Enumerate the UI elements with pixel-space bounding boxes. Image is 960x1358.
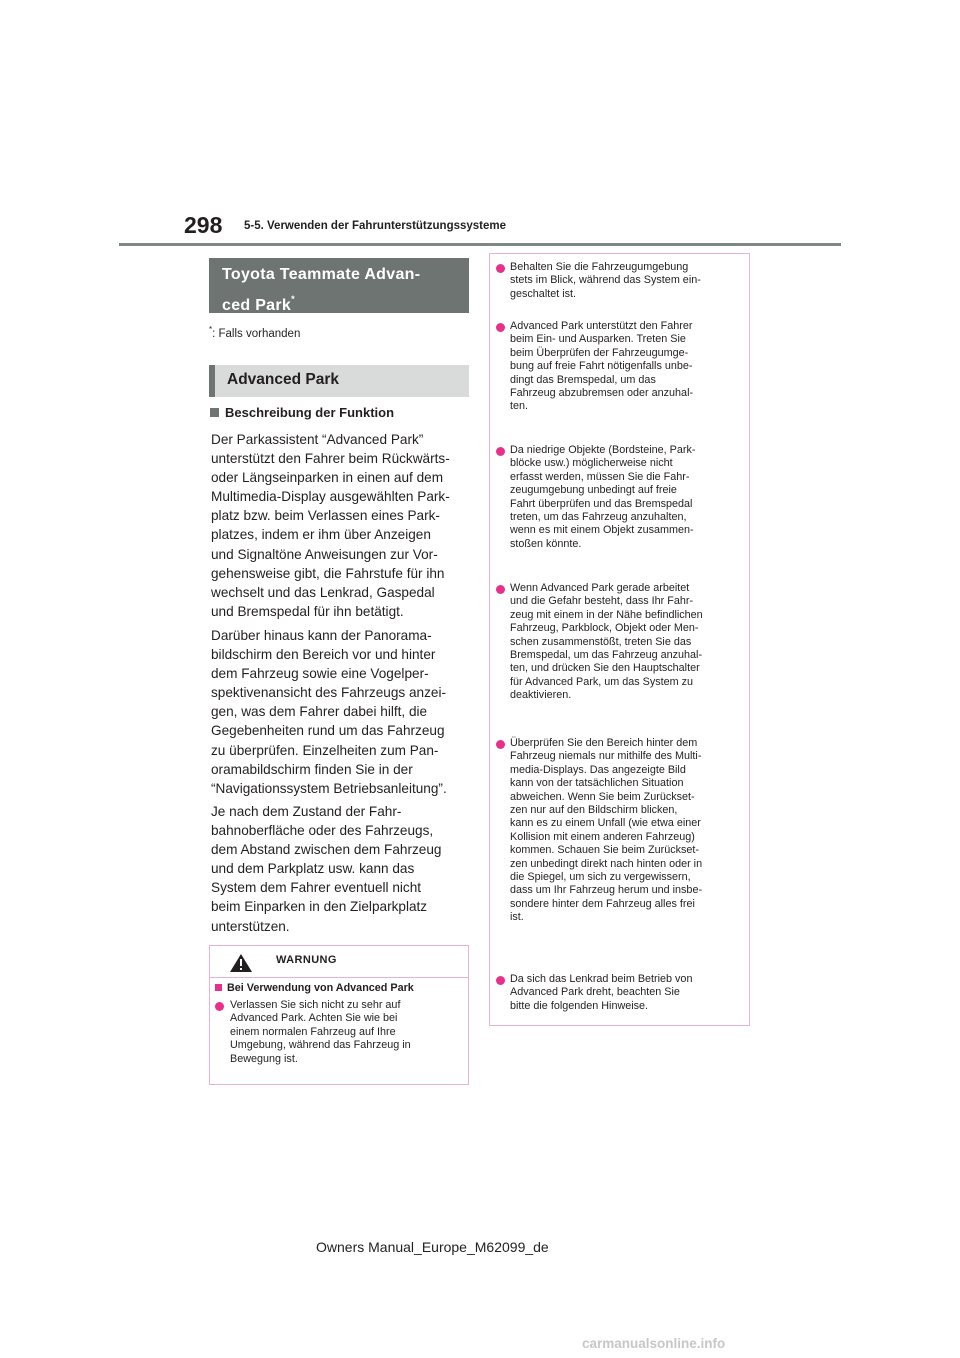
text-line: kann von der tatsächlichen Situation: [510, 777, 684, 790]
text-line: Bremspedal, um das Fahrzeug anzuhal-: [510, 649, 703, 662]
bullet-dot-icon: [496, 976, 505, 985]
text-line: erfasst werden, müssen Sie die Fahr-: [510, 470, 690, 483]
text-line: stoßen könnte.: [510, 537, 582, 550]
right-bullet-6: [510, 973, 692, 1013]
text-line: zen unbedingt direkt nach hinten oder in: [510, 857, 703, 870]
text-line: blöcke usw.) möglicherweise nicht: [510, 457, 673, 470]
text-line: stets im Blick, während das System ein-: [510, 274, 701, 287]
body-paragraph-3: [211, 802, 473, 936]
text-line: platzes, indem er ihm über Anzeigen: [211, 527, 431, 543]
text-line: dem Fahrzeug sowie eine Vogelper-: [211, 666, 429, 682]
text-line: zu überprüfen. Einzelheiten zum Pan-: [211, 742, 439, 758]
text-line: Gegebenheiten rund um das Fahrzeug: [211, 723, 445, 739]
text-line: unterstützen.: [211, 918, 290, 934]
text-line: Fahrzeug abzubremsen oder anzuhal-: [510, 387, 694, 400]
text-line: schen zusammenstößt, treten Sie das: [510, 635, 692, 648]
text-line: bahnoberfläche oder des Fahrzeugs,: [211, 823, 434, 839]
text-line: oder Längseinparken in einen auf dem: [211, 470, 444, 486]
right-bullet-5: [510, 737, 702, 925]
text-line: für Advanced Park, um das System zu: [510, 675, 694, 688]
bullet-dot-icon: [496, 447, 505, 456]
footer-text: Owners Manual_Europe_M62099_de: [316, 1239, 549, 1255]
text-line: Fahrzeug niemals nur mithilfe des Multi-: [510, 750, 702, 763]
text-line: Multimedia-Display ausgewählten Park-: [211, 489, 450, 505]
text-line: platz bzw. beim Verlassen eines Park-: [211, 508, 440, 524]
text-line: Der Parkassistent “Advanced Park”: [211, 432, 424, 447]
text-line: “Navigationssystem Betriebsanleitung”.: [211, 780, 447, 796]
text-line: abweichen. Wenn Sie beim Zurückset-: [510, 790, 695, 803]
warning-triangle-icon: [230, 954, 252, 972]
square-bullet-icon: [210, 408, 219, 417]
warning-subheading: [215, 982, 414, 994]
text-line: dingt das Bremspedal, um das: [510, 373, 656, 386]
warning-subheading-text: Bei Verwendung von Advanced Park: [227, 982, 414, 994]
text-line: bildschirm den Bereich vor und hinter: [211, 647, 436, 663]
text-line: bitte die folgenden Hinweise.: [510, 999, 649, 1012]
text-line: dass um Ihr Fahrzeug herum und insbe-: [510, 884, 703, 897]
text-line: Kollision mit einem anderen Fahrzeug): [510, 830, 695, 843]
text-line: Fahrzeug, Parkblock, Objekt oder Men-: [510, 622, 699, 635]
footnote: [209, 325, 300, 340]
subheading-banner: Advanced Park: [209, 365, 469, 397]
bullet-dot-icon: [215, 1002, 224, 1011]
body-paragraph-2: [211, 626, 473, 798]
title-line-2: ced Park: [222, 297, 292, 314]
text-line: kommen. Schauen Sie beim Zurückset-: [510, 844, 700, 857]
text-line: media-Displays. Das angezeigte Bild: [510, 763, 686, 776]
title-line-1: Toyota Teammate Advan-: [222, 266, 421, 283]
right-bullet-3: [510, 444, 695, 551]
text-line: die Spiegel, um sich zu vergewissern,: [510, 871, 691, 884]
footnote-text: : Falls vorhanden: [212, 327, 301, 340]
text-line: Überprüfen Sie den Bereich hinter dem: [510, 737, 698, 749]
text-line: und dem Parkplatz usw. kann das: [211, 861, 415, 877]
bullet-dot-icon: [496, 585, 505, 594]
warning-continuation-box: [489, 253, 750, 1026]
text-line: oramabildschirm finden Sie in der: [211, 761, 413, 777]
text-line: kann es zu einem Unfall (wie etwa einer: [510, 817, 701, 830]
header-rule: [119, 243, 841, 246]
text-line: ten, und drücken Sie den Hauptschalter: [510, 662, 700, 675]
text-line: beim Überprüfen der Fahrzeugumge-: [510, 346, 689, 359]
warning-bullet: [230, 999, 411, 1066]
text-line: Darüber hinaus kann der Panorama-: [211, 628, 432, 643]
text-line: zen nur auf den Bildschirm blicken,: [510, 804, 678, 817]
text-line: System dem Fahrer eventuell nicht: [211, 880, 422, 896]
text-line: und die Gefahr besteht, dass Ihr Fahr-: [510, 595, 694, 608]
text-line: Da sich das Lenkrad beim Betrieb von: [510, 973, 693, 985]
right-bullet-4: [510, 582, 703, 703]
title-banner: [209, 258, 469, 313]
text-line: gehensweise gibt, die Fahrstufe für ihn: [211, 565, 445, 581]
bullet-dot-icon: [496, 323, 505, 332]
footnote-mark: *: [209, 325, 213, 334]
text-line: ten.: [510, 400, 529, 413]
text-line: und Bremspedal für ihn betätigt.: [211, 603, 404, 619]
text-line: treten, um das Fahrzeug anzuhalten,: [510, 511, 687, 524]
text-line: Fahrt überprüfen und das Bremspedal: [510, 497, 693, 510]
text-line: geschaltet ist.: [510, 287, 577, 300]
title-asterisk: *: [291, 294, 295, 304]
text-line: ist.: [510, 911, 524, 924]
text-line: beim Ein- und Ausparken. Treten Sie: [510, 333, 686, 346]
text-line: unterstützt den Fahrer beim Rückwärts-: [211, 451, 450, 467]
section-title: 5-5. Verwenden der Fahrunterstützungssysteme: [244, 220, 507, 232]
text-line: Advanced Park dreht, beachten Sie: [510, 986, 680, 999]
text-line: sondere hinter dem Fahrzeug alles frei: [510, 897, 695, 910]
function-heading-text: Beschreibung der Funktion: [225, 405, 395, 420]
body-paragraph-1: [211, 430, 473, 621]
right-bullet-2: [510, 320, 693, 414]
square-bullet-icon: [215, 984, 222, 991]
text-line: Da niedrige Objekte (Bordsteine, Park-: [510, 444, 696, 456]
text-line: beim Einparken in den Zielparkplatz: [211, 899, 428, 915]
warning-label: WARNUNG: [276, 954, 337, 966]
warning-header: [210, 946, 468, 978]
text-line: spektivenansicht des Fahrzeugs anzei-: [211, 685, 446, 701]
text-line: deaktivieren.: [510, 689, 572, 702]
text-line: Wenn Advanced Park gerade arbeitet: [510, 582, 690, 594]
function-heading: [210, 405, 394, 420]
right-bullet-1: [510, 261, 701, 301]
text-line: zeug mit einem in der Nähe befindlichen: [510, 608, 703, 621]
text-line: wenn es mit einem Objekt zusammen-: [510, 524, 694, 537]
text-line: Umgebung, während das Fahrzeug in: [230, 1039, 411, 1052]
bullet-dot-icon: [496, 740, 505, 749]
text-line: Je nach dem Zustand der Fahr-: [211, 804, 402, 819]
text-line: dem Abstand zwischen dem Fahrzeug: [211, 842, 442, 858]
text-line: Bewegung ist.: [230, 1052, 298, 1065]
warning-box: [209, 945, 469, 1085]
text-line: Behalten Sie die Fahrzeugumgebung: [510, 261, 689, 273]
text-line: Verlassen Sie sich nicht zu sehr auf: [230, 999, 401, 1011]
bullet-dot-icon: [496, 264, 505, 273]
text-line: wechselt und das Lenkrad, Gaspedal: [211, 584, 435, 600]
text-line: Advanced Park. Achten Sie wie bei: [230, 1012, 398, 1025]
text-line: gen, was dem Fahrer dabei hilft, die: [211, 704, 428, 720]
text-line: Advanced Park unterstützt den Fahrer: [510, 320, 693, 332]
text-line: einem normalen Fahrzeug auf Ihre: [230, 1025, 396, 1038]
page-number: 298: [184, 212, 223, 238]
text-line: bung auf freie Fahrt nötigenfalls unbe-: [510, 360, 693, 373]
text-line: und Signaltöne Anweisungen zur Vor-: [211, 546, 438, 562]
text-line: zeugumgebung unbedingt auf freie: [510, 484, 677, 497]
watermark-link[interactable]: carmanualsonline.info: [582, 1336, 726, 1351]
